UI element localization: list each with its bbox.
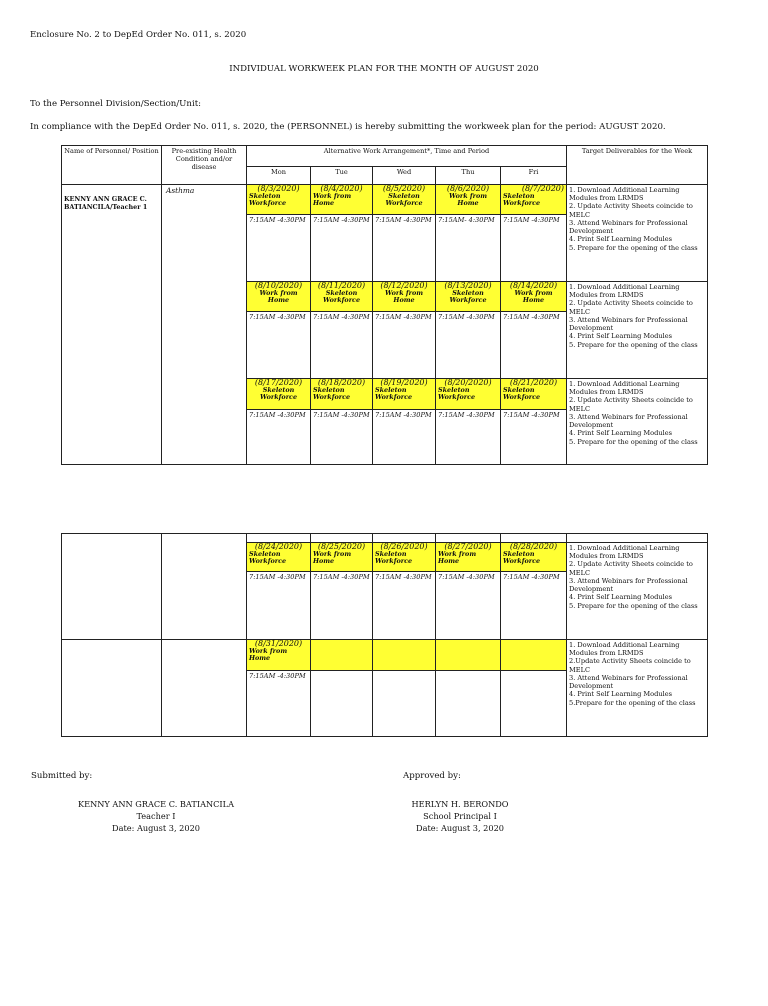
enclosure-label: Enclosure No. 2 to DepEd Order No. 011, s. 2020 <box>30 30 247 40</box>
page-title: INDIVIDUAL WORKWEEK PLAN FOR THE MONTH OF AUGUST 2020 <box>229 64 539 74</box>
deliverable-item: 4. Print Self Learning Modules <box>569 332 673 341</box>
approved-by-label: Approved by: <box>403 771 461 781</box>
deliverable-item: 5. Prepare for the opening of the class <box>569 340 698 349</box>
header-day: Tue <box>311 167 373 185</box>
schedule-date: (8/19/2020) <box>380 378 428 387</box>
deliverable-item: 3. Attend Webinars for Professional Development <box>569 412 688 430</box>
deliverable-item: 4. Print Self Learning Modules <box>569 429 673 438</box>
personnel-name-empty <box>62 534 162 640</box>
schedule-time: 7:15AM -4:30PM <box>247 572 311 640</box>
deliverable-item: 4. Print Self Learning Modules <box>569 593 673 602</box>
schedule-mode: Skeleton Workforce <box>259 386 298 402</box>
approver-role: School Principal I <box>423 811 497 821</box>
schedule-cell <box>436 543 501 572</box>
schedule-mode: Skeleton Workforce <box>503 192 541 208</box>
schedule-date: (8/25/2020) <box>317 542 366 551</box>
deliverable-item: 4. Print Self Learning Modules <box>569 690 673 699</box>
deliverable-item: 2. Update Activity Sheets coincide to MELC <box>569 202 693 219</box>
schedule-date: (8/7/2020) <box>521 184 564 193</box>
schedule-cell <box>436 282 501 312</box>
schedule-mode: Skeleton Workforce <box>249 192 287 208</box>
schedule-cell <box>436 185 501 215</box>
schedule-time: 7:15AM -4:30PM <box>373 410 436 465</box>
deliverable-item: 1. Download Additional Learning Modules from LRMDS <box>569 283 680 300</box>
schedule-time: 7:15AM -4:30PM <box>501 410 567 465</box>
submitter-role: Teacher I <box>136 811 176 821</box>
schedule-mode: Skeleton Workforce <box>313 386 351 402</box>
schedule-date: (8/11/2020) <box>317 281 366 290</box>
schedule-cell <box>373 543 436 572</box>
schedule-mode: Skeleton Workforce <box>385 192 423 208</box>
schedule-date: (8/24/2020) <box>254 542 303 551</box>
schedule-time: 7:15AM -4:30PM <box>311 572 373 640</box>
schedule-time: 7:15AM -4:30PM <box>247 215 311 282</box>
schedule-date: (8/21/2020) <box>509 378 558 387</box>
deliverable-item: 1. Download Additional Learning Modules from LRMDS <box>569 641 680 658</box>
schedule-time: 7:15AM -4:30PM <box>311 410 373 465</box>
personnel-name: KENNY ANN GRACE C. BATIANCILA/Teacher 1 <box>62 185 162 465</box>
schedule-mode: Work from Home <box>448 192 488 208</box>
schedule-date: (8/12/2020) <box>380 281 428 290</box>
deliverable-item: 2.Update Activity Sheets coincide to MELC <box>569 657 691 674</box>
header-day: Thu <box>436 167 501 185</box>
schedule-mode: Skeleton Workforce <box>438 386 476 402</box>
schedule-mode: Work from Home <box>384 289 424 305</box>
submitted-by-label: Submitted by: <box>31 771 93 781</box>
schedule-date: (8/28/2020) <box>509 542 558 551</box>
deliverable-item: 1. Download Additional Learning Modules from LRMDS <box>569 186 680 203</box>
schedule-date: (8/4/2020) <box>320 184 363 193</box>
schedule-cell <box>247 543 311 572</box>
deliverables-cell <box>567 185 708 282</box>
schedule-cell <box>501 185 567 215</box>
schedule-date: (8/31/2020) <box>254 639 303 648</box>
deliverable-item: 2. Update Activity Sheets coincide to MELC <box>569 560 693 577</box>
health-condition-empty <box>162 534 247 640</box>
schedule-cell <box>311 379 373 410</box>
schedule-cell <box>311 282 373 312</box>
schedule-mode: Work from Home <box>259 289 298 305</box>
schedule-date: (8/20/2020) <box>444 378 492 387</box>
deliverables-cell <box>567 379 708 465</box>
schedule-time: 7:15AM -4:30PM <box>436 410 501 465</box>
schedule-cell <box>373 282 436 312</box>
deliverable-item: 3. Attend Webinars for Professional Development <box>569 673 688 691</box>
schedule-mode: Skeleton Workforce <box>449 289 487 305</box>
workweek-table-2 <box>61 533 708 737</box>
schedule-cell <box>373 185 436 215</box>
schedule-time: 7:15AM -4:30PM <box>501 312 567 379</box>
deliverable-item: 1. Download Additional Learning Modules from LRMDS <box>569 380 680 397</box>
deliverable-item: 5. Prepare for the opening of the class <box>569 601 698 610</box>
compliance-statement: In compliance with the DepEd Order No. 011, s. 2020, the (PERSONNEL) is hereby submitting the workweek plan for the period: AUGUST 2020. <box>30 122 666 132</box>
schedule-cell <box>373 379 436 410</box>
schedule-mode: Skeleton Workforce <box>375 550 413 566</box>
header-day: Fri <box>501 167 567 185</box>
deliverable-item: 3. Attend Webinars for Professional Development <box>569 315 688 333</box>
deliverable-item: 5. Prepare for the opening of the class <box>569 243 698 252</box>
schedule-date: (8/3/2020) <box>257 184 300 193</box>
schedule-time: 7:15AM -4:30PM <box>373 572 436 640</box>
schedule-cell <box>247 185 311 215</box>
schedule-time: 7:15AM- 4:30PM <box>436 215 501 282</box>
schedule-mode: Skeleton Workforce <box>249 550 287 566</box>
workweek-table-1 <box>61 145 708 465</box>
schedule-date: (8/14/2020) <box>509 281 558 290</box>
deliverable-item: 1. Download Additional Learning Modules from LRMDS <box>569 544 680 561</box>
schedule-cell <box>311 543 373 572</box>
schedule-date: (8/18/2020) <box>317 378 366 387</box>
schedule-mode: Skeleton Workforce <box>503 386 541 402</box>
schedule-cell <box>247 379 311 410</box>
deliverable-item: 5.Prepare for the opening of the class <box>569 698 696 707</box>
deliverable-item: 4. Print Self Learning Modules <box>569 235 673 244</box>
schedule-date: (8/17/2020) <box>254 378 303 387</box>
schedule-cell <box>501 379 567 410</box>
submitter-name: KENNY ANN GRACE C. BATIANCILA <box>77 799 234 809</box>
schedule-mode: Work from Home <box>313 192 352 208</box>
schedule-time: 7:15AM -4:30PM <box>311 312 373 379</box>
schedule-time: 7:15AM -4:30PM <box>311 215 373 282</box>
schedule-mode: Skeleton Workforce <box>375 386 413 402</box>
header-health: Pre-existing Health Condition and/or disease <box>162 146 247 185</box>
schedule-time: 7:15AM -4:30PM <box>373 312 436 379</box>
schedule-time: 7:15AM -4:30PM <box>436 312 501 379</box>
schedule-date: (8/27/2020) <box>444 542 492 551</box>
schedule-date: (8/5/2020) <box>382 184 426 193</box>
schedule-mode: Work from Home <box>313 550 352 566</box>
header-day: Mon <box>247 167 311 185</box>
schedule-mode: Work from Home <box>249 647 288 663</box>
deliverables-cell <box>567 640 708 737</box>
header-arrangement: Alternative Work Arrangement*, Time and Period <box>247 146 567 167</box>
schedule-mode: Work from Home <box>438 550 477 566</box>
schedule-time: 7:15AM -4:30PM <box>247 671 311 737</box>
schedule-mode: Skeleton Workforce <box>503 550 541 566</box>
schedule-cell <box>247 282 311 312</box>
header-day: Wed <box>373 167 436 185</box>
deliverable-item: 3. Attend Webinars for Professional Development <box>569 218 688 236</box>
schedule-date: (8/13/2020) <box>444 281 492 290</box>
schedule-time: 7:15AM -4:30PM <box>247 410 311 465</box>
deliverable-item: 2. Update Activity Sheets coincide to MELC <box>569 396 693 413</box>
schedule-date: (8/6/2020) <box>446 184 490 193</box>
header-name: Name of Personnel/ Position <box>62 146 162 185</box>
schedule-date: (8/10/2020) <box>254 281 303 290</box>
deliverable-item: 5. Prepare for the opening of the class <box>569 437 698 446</box>
approver-date: Date: August 3, 2020 <box>416 823 504 833</box>
schedule-cell <box>311 185 373 215</box>
schedule-time: 7:15AM -4:30PM <box>247 312 311 379</box>
schedule-time: 7:15AM -4:30PM <box>373 215 436 282</box>
schedule-time: 7:15AM -4:30PM <box>501 572 567 640</box>
deliverable-item: 2. Update Activity Sheets coincide to MELC <box>569 299 693 316</box>
deliverable-item: 3. Attend Webinars for Professional Development <box>569 576 688 594</box>
approver-name: HERLYN H. BERONDO <box>411 799 509 809</box>
schedule-cell <box>501 543 567 572</box>
recipient-line: To the Personnel Division/Section/Unit: <box>30 99 202 109</box>
header-deliverables: Target Deliverables for the Week <box>567 146 708 185</box>
schedule-time: 7:15AM -4:30PM <box>436 572 501 640</box>
schedule-time: 7:15AM -4:30PM <box>501 215 567 282</box>
schedule-date: (8/26/2020) <box>380 542 428 551</box>
schedule-cell <box>247 640 311 671</box>
schedule-mode: Skeleton Workforce <box>322 289 361 305</box>
schedule-cell <box>501 282 567 312</box>
submitter-date: Date: August 3, 2020 <box>112 823 200 833</box>
health-condition: Asthma <box>162 185 247 465</box>
deliverables-cell <box>567 543 708 640</box>
schedule-cell <box>436 379 501 410</box>
deliverables-cell <box>567 282 708 379</box>
schedule-mode: Work from Home <box>514 289 553 305</box>
